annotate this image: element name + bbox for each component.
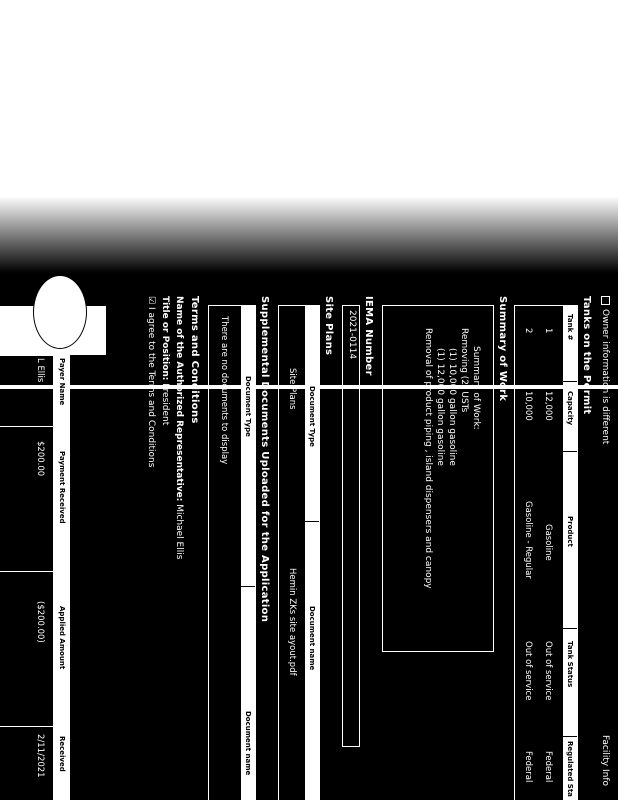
summary-line: (1) 12,000 gallon gasoline: [435, 348, 445, 466]
supplemental-col-name: Document name: [244, 711, 252, 776]
rep-title-label: Title or Position:: [160, 296, 170, 381]
payment-table: [0, 355, 70, 802]
tanks-col-product: Product: [566, 516, 574, 547]
tank-1-status: Out of service: [543, 641, 553, 701]
tanks-col-capacity: Capacity: [566, 391, 574, 426]
tank-1-product: Gasoline: [543, 524, 553, 561]
agree-terms-label: I agree to the Terms and Conditions: [146, 306, 156, 468]
site-plans-section-title: Site Plans: [323, 296, 334, 356]
rep-title-row: [160, 296, 170, 425]
summary-box: [382, 305, 494, 652]
payment-col-date: Received: [58, 736, 66, 772]
tank-2-capacity: 10,000: [523, 391, 533, 421]
tanks-col-divider: [563, 628, 577, 629]
iema-section-title: IEMA Number: [363, 296, 374, 376]
tanks-table: [514, 305, 578, 802]
site-plans-table-header: [305, 306, 319, 801]
tanks-col-status: Tank Status: [566, 641, 574, 688]
supplemental-table-header: [241, 306, 255, 801]
rep-title-value: President: [160, 383, 170, 426]
tank-2-product: Gasoline - Regular: [523, 501, 533, 579]
tanks-col-tank: Tank #: [566, 314, 574, 341]
payment-col-payer: Payer Name: [58, 358, 66, 406]
tank-1-number: 1: [543, 328, 553, 334]
tanks-section-title: Tanks on the Permit: [581, 296, 592, 415]
supplemental-col-type: Document Type: [244, 376, 252, 437]
payment-col-divider: [0, 571, 69, 572]
payment-col-received: Payment Received: [58, 451, 66, 524]
iema-number-field[interactable]: [342, 305, 360, 747]
rep-name-label: Name of the Authorized Representative:: [174, 296, 184, 502]
payment-col-applied: Applied Amount: [58, 606, 66, 670]
supplemental-section-title: Supplemental Documents Uploaded for the Application: [259, 296, 270, 623]
site-plans-col-name: Document name: [308, 606, 316, 671]
summary-line: Removal of product piping , island dispensers and canopy: [423, 328, 433, 589]
tanks-col-divider: [563, 381, 577, 382]
iema-number-value: 2021-0114: [347, 310, 357, 360]
payment-received: $200.00: [35, 441, 45, 477]
site-plan-document-link[interactable]: Hemin ZKs site ayout.pdf: [287, 568, 297, 676]
tank-1-capacity: 12,000: [543, 391, 553, 421]
supplemental-table: [208, 305, 256, 802]
site-plan-document-type: Site Plans: [287, 368, 297, 410]
owner-info-checkbox[interactable]: [601, 296, 610, 305]
tank-2-status: Out of service: [523, 641, 533, 701]
rep-name-row: [174, 296, 184, 559]
payment-date: 2/11/2021: [35, 734, 45, 778]
site-plans-col-type: Document Type: [308, 386, 316, 447]
payment-col-divider: [0, 726, 69, 727]
site-plans-table: [278, 305, 320, 802]
payment-table-header: [53, 356, 69, 801]
summary-line: Summary of Work:: [471, 346, 481, 430]
tanks-col-divider: [563, 736, 577, 737]
owner-info-label: Owner information is different: [600, 309, 610, 445]
tank-2-regulated: Federal: [523, 751, 533, 783]
terms-section-title: Terms and Conditions: [189, 296, 200, 424]
agree-checkbox-icon[interactable]: ☑: [146, 296, 156, 305]
tank-1-regulated: Federal: [543, 751, 553, 783]
agree-terms-row[interactable]: [146, 296, 156, 467]
payment-applied: ($200.00): [35, 601, 45, 643]
summary-line: Removing (2) USTs: [459, 328, 469, 413]
site-plans-col-divider: [305, 521, 319, 522]
payment-col-divider: [0, 426, 69, 427]
summary-line: (1) 10,000 gallon gasoline: [447, 348, 457, 466]
supplemental-col-divider: [241, 586, 255, 587]
tanks-col-regulated: Regulated Sta: [566, 741, 574, 797]
payment-payer: L Ellis: [35, 358, 45, 383]
owner-info-checkbox-row[interactable]: [600, 296, 610, 444]
tanks-col-divider: [563, 451, 577, 452]
facility-info-label: Facility Info: [600, 735, 610, 787]
tank-2-number: 2: [523, 328, 533, 334]
supplemental-empty-text: There are no documents to display: [219, 316, 229, 465]
rep-name-value: Michael Ellis: [174, 504, 184, 560]
summary-section-title: Summary of Work: [497, 296, 508, 402]
